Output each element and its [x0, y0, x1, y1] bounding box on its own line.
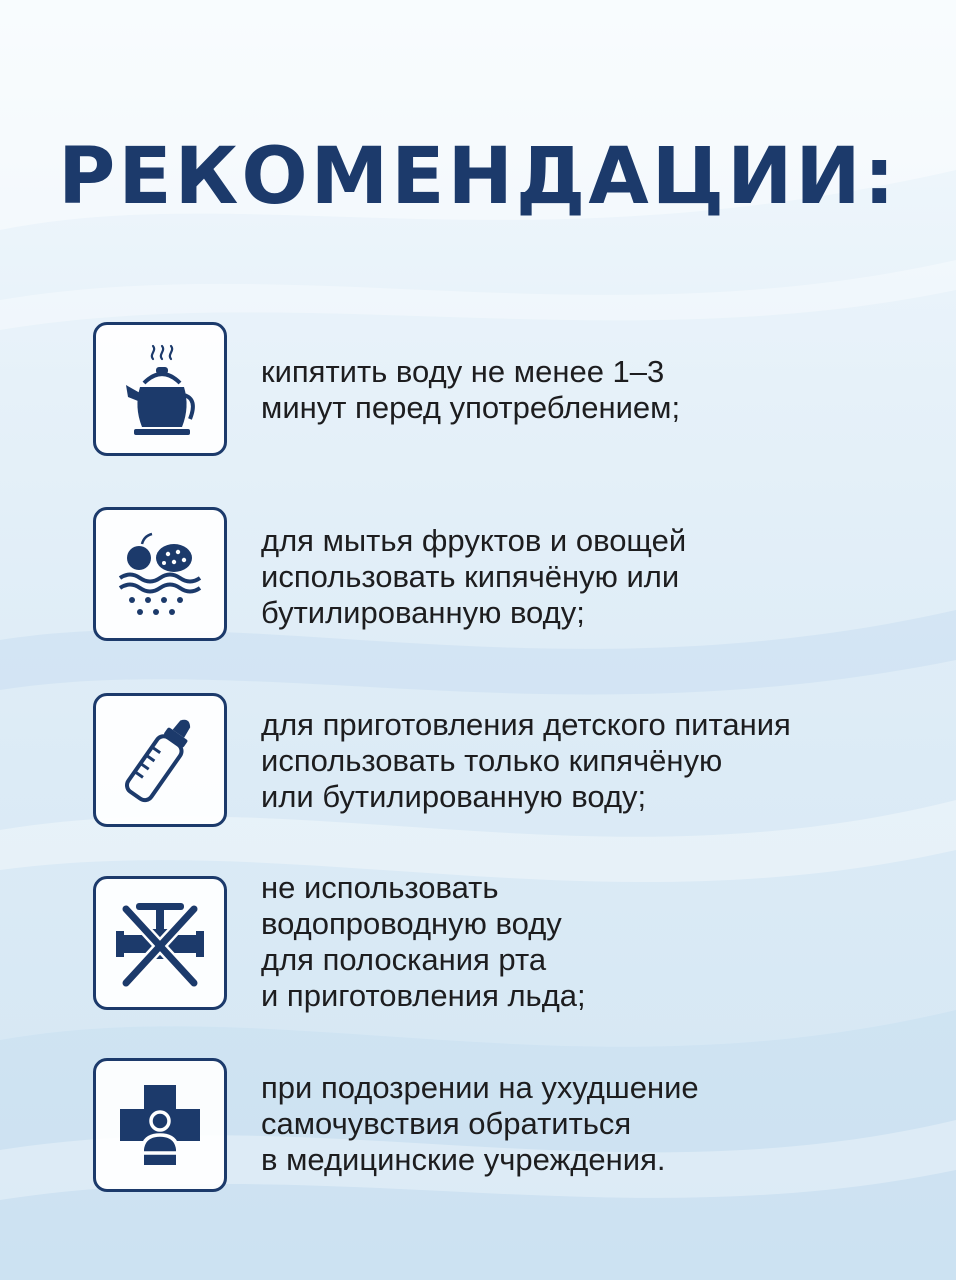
baby-bottle-icon [106, 706, 214, 814]
icon-frame [93, 322, 227, 456]
recommendation-text: для приготовления детского питания использовать только кипячёную или бутилированную воду; [261, 707, 791, 814]
page-title: РЕКОМЕНДАЦИИ: [58, 132, 898, 222]
recommendation-text: не использовать водопроводную воду для полоскания рта и приготовления льда; [261, 870, 586, 1013]
icon-frame [93, 693, 227, 827]
icon-frame [93, 876, 227, 1010]
icon-frame [93, 1058, 227, 1192]
recommendation-text: при подозрении на ухудшение самочувствия обратиться в медицинские учреждения. [261, 1070, 699, 1177]
recommendation-text: для мытья фруктов и овощей использовать кипячёную или бутилированную воду; [261, 523, 687, 630]
no-tap-water-icon [106, 889, 214, 997]
recommendation-text: кипятить воду не менее 1–3 минут перед употреблением; [261, 354, 681, 425]
medical-cross-icon [106, 1071, 214, 1179]
kettle-icon [106, 335, 214, 443]
wash-produce-icon [106, 520, 214, 628]
icon-frame [93, 507, 227, 641]
